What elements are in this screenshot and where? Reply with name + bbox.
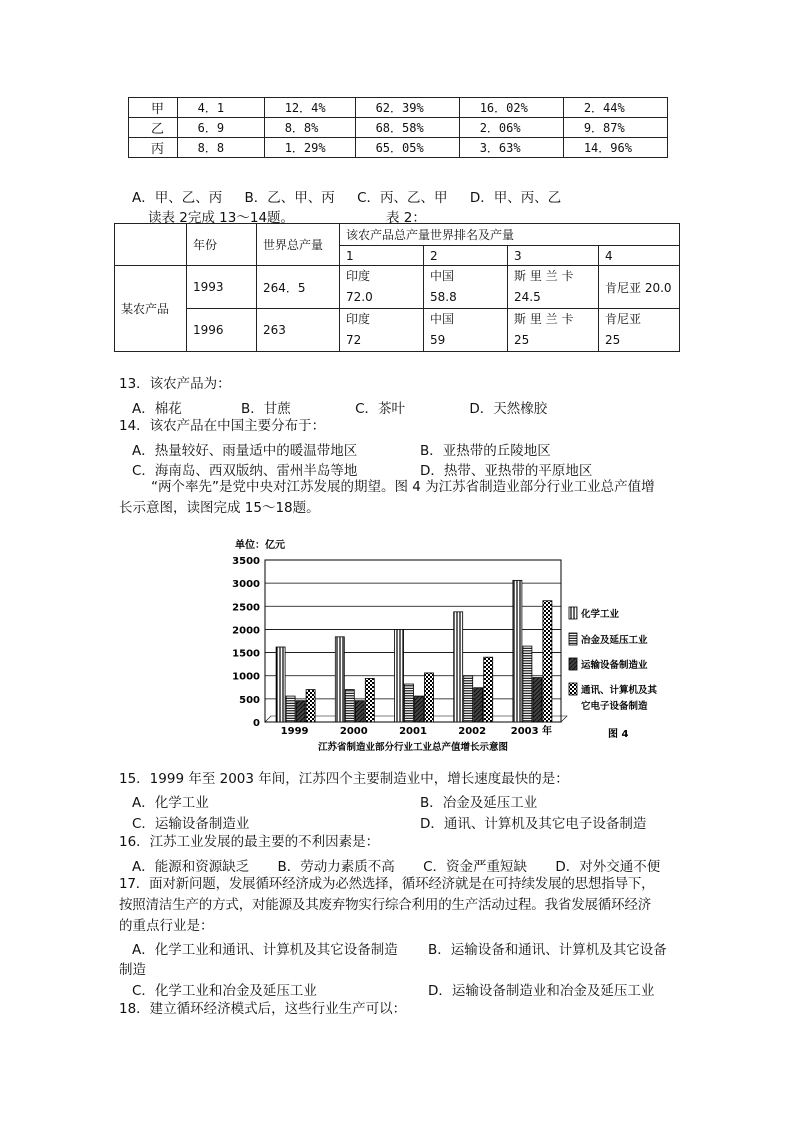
q13-option-b: B．甘蔗 <box>241 401 291 417</box>
y-tick-label: 0 <box>253 718 260 729</box>
x-tick-label: 1999 <box>280 726 309 737</box>
rank3-1993: 斯 里 兰 卡 24.5 <box>508 266 599 309</box>
q15-option-a: A．化学工业 <box>132 795 209 811</box>
table1-row-label: 乙 <box>129 118 178 138</box>
row-label: 某农产品 <box>115 266 187 352</box>
q12-options <box>132 186 561 206</box>
table1-row-label: 甲 <box>129 98 178 118</box>
bar-3-5 <box>533 678 542 722</box>
bar-4-4 <box>484 657 493 722</box>
q14-option-b: B．亚热带的丘陵地区 <box>420 443 551 459</box>
q16-options <box>132 855 660 875</box>
q16-option-b: B．劳动力素质不高 <box>277 859 395 875</box>
q16-option-a: A．能源和资源缺乏 <box>132 859 250 875</box>
rank3-1996: 斯 里 兰 卡 25 <box>508 309 599 352</box>
bar-2-2 <box>345 690 354 722</box>
bar-1-2 <box>335 637 344 722</box>
y-tick-label: 500 <box>239 694 260 706</box>
table1-cell: 1．29% <box>264 138 355 158</box>
table1-cell: 65．05% <box>355 138 459 158</box>
rank2-1993: 中国 58.8 <box>424 266 508 309</box>
q18-stem: 18．建立循环经济模式后，这些行业生产可以： <box>119 1001 407 1017</box>
fig4-intro-line1: “两个率先”是党中央对江苏发展的期望。图 4 为江苏省制造业部分行业工业总产值增 <box>151 479 655 495</box>
q14-stem: 14．该农产品在中国主要分布于： <box>119 418 326 434</box>
legend-label-2: 冶金及延压工业 <box>581 635 648 646</box>
x-tick-label: 2001 <box>399 726 427 737</box>
bar-1-1 <box>276 647 285 722</box>
bar-4-3 <box>425 673 434 722</box>
x-tick-label: 2002 <box>458 726 487 737</box>
table1-cell: 12．4% <box>264 98 355 118</box>
q17-option-a: A．化学工业和通讯、计算机及其它设备制造 <box>132 942 398 958</box>
bar-2-4 <box>464 676 473 722</box>
q13-option-d: D．天然橡胶 <box>469 401 548 417</box>
bar-4-1 <box>306 690 315 722</box>
q15-option-c: C．运输设备制造业 <box>132 816 250 832</box>
q12-option-d: D．甲、丙、乙 <box>469 190 562 206</box>
fig4-intro-line2: 长示意图，读图完成 15～18题。 <box>119 500 320 516</box>
q15-option-d: D．通讯、计算机及其它电子设备制造 <box>420 816 647 832</box>
q14-option-c: C．海南岛、西双版纳、雷州半岛等地 <box>132 463 358 479</box>
q15-option-b: B．冶金及延压工业 <box>420 795 538 811</box>
q17-option-b: B．运输设备和通讯、计算机及其它设备 <box>428 942 667 958</box>
table1-row <box>129 98 668 118</box>
world-1993: 264．5 <box>257 266 340 309</box>
bar-1-3 <box>395 629 404 722</box>
table1-cell: 2．06% <box>459 118 563 138</box>
y-tick-label: 3000 <box>232 579 260 591</box>
q13-option-c: C．茶叶 <box>355 401 406 417</box>
bar-2-3 <box>405 684 414 722</box>
q16-option-d: D．对外交通不便 <box>555 859 661 875</box>
table1-cell: 9．87% <box>563 118 667 138</box>
q13-options <box>132 397 547 417</box>
table1-cell: 2．44% <box>563 98 667 118</box>
rank4-1993: 肯尼亚 20.0 <box>599 266 680 309</box>
table1-cell: 68．58% <box>355 118 459 138</box>
table1-row <box>129 118 668 138</box>
bar-3-4 <box>474 688 483 722</box>
q17-option-b-cont: 制造 <box>119 962 146 978</box>
bar-4-2 <box>365 678 374 722</box>
year-1993: 1993 <box>187 266 257 309</box>
year-1996: 1996 <box>187 309 257 352</box>
q13-option-a: A．棉花 <box>132 401 182 417</box>
q12-option-a: A．甲、乙、丙 <box>132 190 223 206</box>
unit-label: 单位：亿元 <box>235 540 285 551</box>
bar-1-5 <box>513 580 522 722</box>
rank-2: 2 <box>424 246 508 266</box>
q17-option-c: C．化学工业和冶金及延压工业 <box>132 983 317 999</box>
table2-intro: 读表 2完成 13～14题。 <box>148 210 295 226</box>
q17-line3: 的重点行业是： <box>119 918 214 934</box>
world-1996: 263 <box>257 309 340 352</box>
legend-label-4: 通讯、计算机及其 <box>581 685 658 696</box>
legend-label-4: 它电子设备制造 <box>581 701 648 712</box>
legend-label-3: 运输设备制造业 <box>581 660 648 671</box>
rank-3: 3 <box>508 246 599 266</box>
rank1-1993: 印度 72.0 <box>340 266 424 309</box>
table-1 <box>128 97 668 158</box>
header-year: 年份 <box>187 224 257 266</box>
rank1-1996: 印度 72 <box>340 309 424 352</box>
rank-1: 1 <box>340 246 424 266</box>
header-world: 世界总产量 <box>257 224 340 266</box>
figure-label: 图 4 <box>608 729 629 740</box>
q17-line2: 按照清洁生产的方式，对能源及其废弃物实行综合利用的生产活动过程。我省发展循环经济 <box>119 897 651 913</box>
rank-4: 4 <box>599 246 680 266</box>
y-tick-label: 2500 <box>232 602 260 614</box>
q12-option-b: B．乙、甲、丙 <box>244 190 335 206</box>
table1-row <box>129 138 668 158</box>
bar-4-5 <box>543 601 552 722</box>
table1-cell: 6．9 <box>177 118 264 138</box>
figure-4-chart <box>228 530 678 760</box>
table1-row-label: 丙 <box>129 138 178 158</box>
legend-swatch-2 <box>569 633 577 645</box>
legend-label-1: 化学工业 <box>581 609 620 620</box>
bar-2-5 <box>523 646 532 722</box>
y-tick-label: 3500 <box>232 556 260 567</box>
table1-cell: 62．39% <box>355 98 459 118</box>
table2-title: 表 2： <box>386 210 426 226</box>
bar-2-1 <box>286 696 295 722</box>
q14-option-a: A．热量较好、雨量适中的暖温带地区 <box>132 443 358 459</box>
table1-cell: 3．63% <box>459 138 563 158</box>
bar-3-1 <box>296 701 305 722</box>
x-tick-label: 2000 <box>339 726 368 737</box>
q17-line1: 17．面对新问题，发展循环经济成为必然选择，循环经济就是在可持续发展的思想指导下， <box>119 876 655 892</box>
rank2-1996: 中国 59 <box>424 309 508 352</box>
legend-swatch-1 <box>569 607 577 619</box>
table1-cell: 8．8 <box>177 138 264 158</box>
q16-option-c: C．资金严重短缺 <box>423 859 528 875</box>
q15-stem: 15．1999 年至 2003 年间，江苏四个主要制造业中，增长速度最快的是： <box>119 771 569 787</box>
y-tick-label: 2000 <box>232 625 260 637</box>
bar-1-4 <box>454 612 463 722</box>
legend-swatch-3 <box>569 658 577 670</box>
legend-swatch-4 <box>569 683 577 695</box>
header-rank: 该农产品总产量世界排名及产量 <box>340 224 680 246</box>
q13-stem: 13．该农产品为： <box>119 376 231 392</box>
q12-option-c: C．丙、乙、甲 <box>357 190 448 206</box>
q14-option-d: D．热带、亚热带的平原地区 <box>420 463 593 479</box>
table-2 <box>114 223 680 352</box>
bar-3-2 <box>355 701 364 722</box>
q16-stem: 16．江苏工业发展的最主要的不利因素是： <box>119 834 380 850</box>
table1-cell: 4．1 <box>177 98 264 118</box>
table1-cell: 16．02% <box>459 98 563 118</box>
table1-cell: 8．8% <box>264 118 355 138</box>
q17-option-d: D．运输设备制造业和冶金及延压工业 <box>428 983 655 999</box>
x-tick-label: 2003 年 <box>510 726 553 737</box>
chart-title: 江苏省制造业部分行业工业总产值增长示意图 <box>317 742 509 753</box>
table1-cell: 14．96% <box>563 138 667 158</box>
y-tick-label: 1000 <box>232 671 260 683</box>
rank4-1996: 肯尼亚 25 <box>599 309 680 352</box>
y-tick-label: 1500 <box>232 648 260 660</box>
bar-3-3 <box>415 696 424 722</box>
